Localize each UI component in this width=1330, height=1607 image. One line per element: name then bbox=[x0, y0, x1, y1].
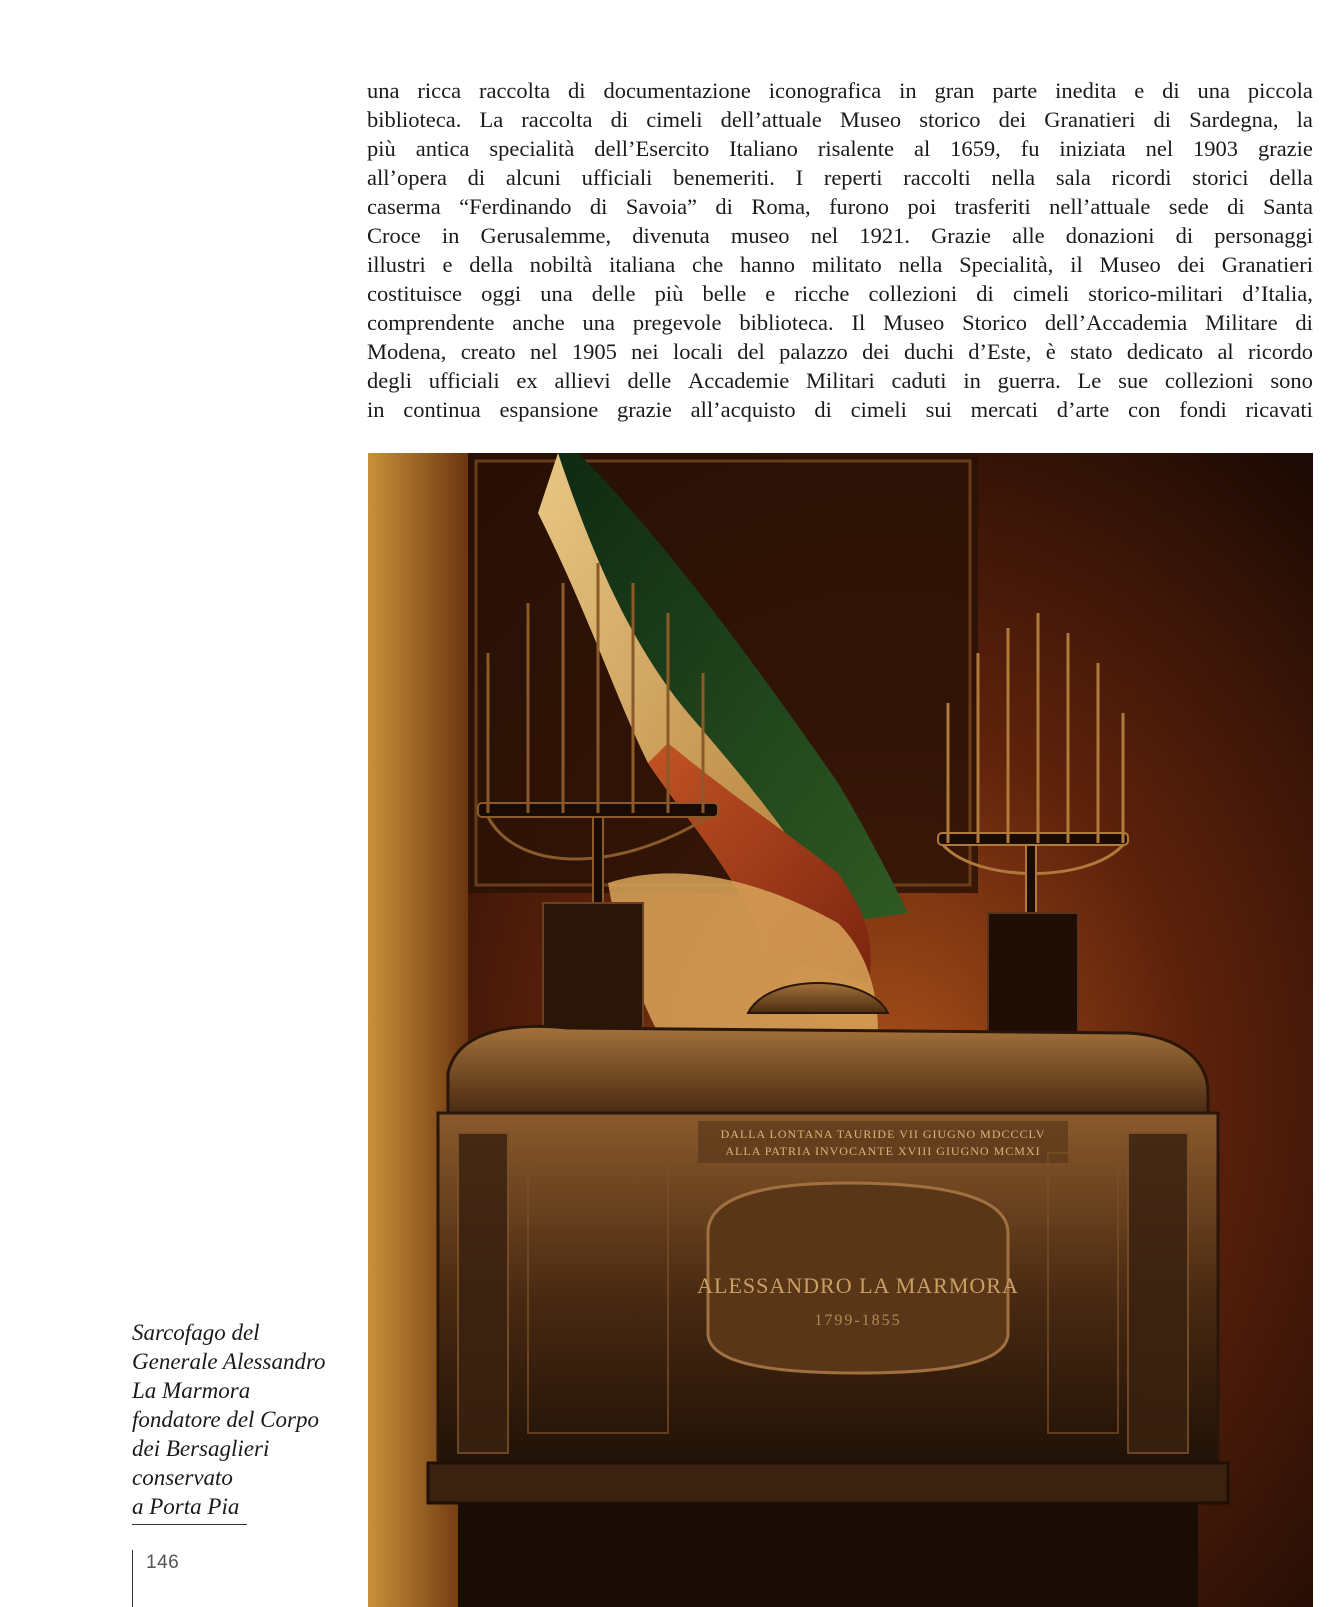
body-word: di bbox=[1162, 78, 1180, 103]
body-word: di bbox=[467, 165, 486, 190]
body-word: Museo bbox=[839, 107, 902, 132]
body-line bbox=[367, 192, 1313, 221]
body-word: duchi bbox=[903, 339, 954, 364]
body-word: anche bbox=[512, 310, 565, 335]
caption-line: Generale Alessandro bbox=[132, 1349, 326, 1374]
body-word: sala bbox=[1055, 165, 1091, 190]
sarcophagus-base bbox=[428, 1463, 1228, 1503]
body-word: dei bbox=[862, 339, 890, 364]
body-word: Italiano bbox=[729, 136, 798, 161]
body-word: del bbox=[737, 339, 765, 364]
body-word: antica bbox=[415, 136, 470, 161]
body-word: di bbox=[589, 194, 608, 219]
body-word: il bbox=[1070, 252, 1083, 277]
body-word: dei bbox=[998, 107, 1027, 132]
body-line bbox=[367, 337, 1313, 366]
body-word: museo bbox=[730, 223, 790, 248]
body-line bbox=[367, 221, 1313, 250]
inscription-dates: 1799-1855 bbox=[814, 1312, 902, 1329]
sarcophagus-photo bbox=[368, 453, 1313, 1607]
body-word: hanno bbox=[740, 252, 796, 277]
body-word: delle bbox=[591, 281, 636, 306]
body-word: belle bbox=[702, 281, 747, 306]
body-word: benemeriti. bbox=[673, 165, 775, 190]
body-word: Modena, bbox=[367, 339, 447, 364]
body-word: all’opera bbox=[367, 165, 447, 190]
body-word: cimeli bbox=[1012, 281, 1070, 306]
body-word: donazioni bbox=[1065, 223, 1155, 248]
body-word: una bbox=[1197, 78, 1231, 103]
caption-line: fondatore del Corpo bbox=[132, 1407, 319, 1432]
body-line bbox=[367, 76, 1313, 105]
body-word: in bbox=[963, 368, 981, 393]
body-word: della bbox=[1269, 165, 1313, 190]
body-word: ufficiali bbox=[428, 368, 500, 393]
body-word: Le bbox=[1077, 368, 1102, 393]
body-word: furono bbox=[829, 194, 890, 219]
body-word: dell’attuale bbox=[720, 107, 822, 132]
body-word: poi bbox=[907, 194, 937, 219]
body-word: dedicato bbox=[1126, 339, 1204, 364]
caption-line: Sarcofago del bbox=[132, 1320, 260, 1345]
body-word: cimeli bbox=[646, 107, 703, 132]
body-word: creato bbox=[460, 339, 516, 364]
body-line bbox=[367, 250, 1313, 279]
body-word: una bbox=[367, 78, 400, 103]
body-word: di bbox=[1295, 310, 1313, 335]
sarcophagus-stand bbox=[458, 1503, 1198, 1607]
body-line bbox=[367, 279, 1313, 308]
body-word: della bbox=[469, 252, 514, 277]
body-word: in bbox=[899, 78, 917, 103]
caption-line: dei Bersaglieri bbox=[132, 1436, 270, 1461]
body-word: nella bbox=[898, 252, 943, 277]
body-word: storico-militari bbox=[1088, 281, 1224, 306]
body-word: militato bbox=[811, 252, 882, 277]
body-word: sue bbox=[1118, 368, 1149, 393]
body-word: documentazione bbox=[603, 78, 751, 103]
body-word: d’Este, bbox=[968, 339, 1032, 364]
body-word: di bbox=[610, 107, 629, 132]
body-word: 1921. bbox=[859, 223, 910, 248]
body-word: fondi bbox=[1179, 397, 1227, 422]
body-word: di bbox=[715, 194, 733, 219]
body-word: nel bbox=[1145, 136, 1174, 161]
body-word: Specialità, bbox=[959, 252, 1054, 277]
body-word: caserma bbox=[367, 194, 441, 219]
body-word: alle bbox=[1012, 223, 1045, 248]
photo-caption bbox=[132, 1318, 352, 1521]
body-word: raccolti bbox=[903, 165, 971, 190]
body-word: di bbox=[1227, 194, 1245, 219]
body-word: specialità bbox=[489, 136, 575, 161]
body-word: reperti bbox=[823, 165, 883, 190]
body-line bbox=[367, 308, 1313, 337]
body-word: palazzo bbox=[779, 339, 848, 364]
body-word: grazie bbox=[616, 397, 672, 422]
body-word: ricavati bbox=[1245, 397, 1313, 422]
body-word: al bbox=[913, 136, 931, 161]
body-word: I bbox=[795, 165, 804, 190]
body-word: Roma, bbox=[751, 194, 811, 219]
body-word: allievi bbox=[554, 368, 611, 393]
body-word: nel bbox=[529, 339, 558, 364]
body-word: di bbox=[1175, 223, 1194, 248]
body-word: una bbox=[540, 281, 573, 306]
caption-line: conservato bbox=[132, 1465, 233, 1490]
caption-underline bbox=[132, 1524, 247, 1525]
folio-rule bbox=[132, 1550, 133, 1607]
body-word: espansione bbox=[499, 397, 599, 422]
body-word: la bbox=[1296, 107, 1313, 132]
body-word: alcuni bbox=[505, 165, 561, 190]
body-word: all’acquisto bbox=[690, 397, 796, 422]
body-word: e bbox=[442, 252, 453, 277]
page-number: 146 bbox=[146, 1552, 180, 1573]
body-word: in bbox=[367, 397, 385, 422]
body-word: di bbox=[1153, 107, 1172, 132]
body-word: al bbox=[1217, 339, 1234, 364]
body-word: storico bbox=[919, 107, 981, 132]
body-word: nell’attuale bbox=[1049, 194, 1151, 219]
body-line bbox=[367, 366, 1313, 395]
body-word: ricordo bbox=[1248, 339, 1313, 364]
body-word: nei bbox=[631, 339, 659, 364]
body-word: iniziata bbox=[1059, 136, 1126, 161]
body-word: dell’Accademia bbox=[1044, 310, 1188, 335]
body-word: sede bbox=[1168, 194, 1209, 219]
body-word: raccolta bbox=[478, 78, 551, 103]
body-word: è bbox=[1045, 339, 1056, 364]
body-word: dei bbox=[1177, 252, 1205, 277]
body-word: una bbox=[582, 310, 616, 335]
body-word: di bbox=[814, 397, 832, 422]
body-word: con bbox=[1127, 397, 1161, 422]
body-word: inedita bbox=[1055, 78, 1117, 103]
body-word: Il bbox=[851, 310, 866, 335]
body-word: e bbox=[765, 281, 776, 306]
body-word: 1905 bbox=[571, 339, 617, 364]
inscription-top-2: ALLA PATRIA INVOCANTE XVIII GIUGNO MCMXI bbox=[725, 1144, 1041, 1158]
body-word: Militare bbox=[1205, 310, 1278, 335]
body-word: di bbox=[976, 281, 994, 306]
body-word: degli bbox=[367, 368, 412, 393]
body-word: d’Italia, bbox=[1242, 281, 1313, 306]
body-word: Croce bbox=[367, 223, 421, 248]
body-word: Sardegna, bbox=[1189, 107, 1279, 132]
body-line bbox=[367, 163, 1313, 192]
body-word: comprendente bbox=[367, 310, 495, 335]
body-word: risalente bbox=[817, 136, 895, 161]
body-word: mercati bbox=[970, 397, 1039, 422]
body-word: stato bbox=[1070, 339, 1113, 364]
body-line bbox=[367, 105, 1313, 134]
body-word: 1659, bbox=[950, 136, 1001, 161]
body-word: caduti bbox=[891, 368, 947, 393]
body-word: continua bbox=[403, 397, 481, 422]
body-word: ufficiali bbox=[581, 165, 653, 190]
body-word: guerra. bbox=[997, 368, 1061, 393]
inscription-top-1: DALLA LONTANA TAURIDE VII GIUGNO MDCCCLV bbox=[720, 1127, 1046, 1141]
body-word: gran bbox=[934, 78, 975, 103]
body-word: Granatieri bbox=[1044, 107, 1136, 132]
body-word: Grazie bbox=[931, 223, 992, 248]
body-word: Accademie bbox=[688, 368, 790, 393]
body-word: ricche bbox=[794, 281, 850, 306]
body-word: dell’Esercito bbox=[594, 136, 710, 161]
body-word: sono bbox=[1270, 368, 1313, 393]
caption-line: La Marmora bbox=[132, 1378, 251, 1403]
body-word: Granatieri bbox=[1221, 252, 1313, 277]
body-word: nella bbox=[991, 165, 1036, 190]
body-word: iconografica bbox=[768, 78, 882, 103]
body-word: collezioni bbox=[868, 281, 958, 306]
body-word: 1903 bbox=[1193, 136, 1239, 161]
body-word: biblioteca. bbox=[367, 107, 462, 132]
body-word: di bbox=[568, 78, 586, 103]
body-word: ricordi bbox=[1111, 165, 1172, 190]
body-word: sui bbox=[925, 397, 952, 422]
body-word: che bbox=[692, 252, 724, 277]
body-word: delle bbox=[627, 368, 672, 393]
body-word: biblioteca. bbox=[739, 310, 834, 335]
inscription-name: ALESSANDRO LA MARMORA bbox=[697, 1273, 1019, 1298]
body-word: Museo bbox=[1099, 252, 1161, 277]
body-word: costituisce bbox=[367, 281, 462, 306]
body-word: d’arte bbox=[1056, 397, 1110, 422]
body-word: Museo bbox=[883, 310, 945, 335]
caption-line: a Porta Pia bbox=[132, 1494, 240, 1519]
body-word: pregevole bbox=[632, 310, 722, 335]
body-word: in bbox=[441, 223, 460, 248]
body-text bbox=[367, 76, 1313, 424]
body-line bbox=[367, 395, 1313, 424]
body-word: nobiltà bbox=[529, 252, 593, 277]
body-word: “Ferdinando bbox=[459, 194, 572, 219]
body-word: Militari bbox=[806, 368, 875, 393]
body-word: raccolta bbox=[521, 107, 593, 132]
body-word: ricca bbox=[417, 78, 462, 103]
body-word: ex bbox=[516, 368, 538, 393]
body-word: Storico bbox=[962, 310, 1028, 335]
body-word: Gerusalemme, bbox=[480, 223, 612, 248]
body-word: collezioni bbox=[1164, 368, 1254, 393]
body-word: piccola bbox=[1247, 78, 1313, 103]
body-word: cimeli bbox=[850, 397, 907, 422]
body-word: oggi bbox=[481, 281, 522, 306]
body-word: illustri bbox=[367, 252, 426, 277]
sarcophagus-illustration bbox=[368, 453, 1313, 1607]
body-word: storici bbox=[1192, 165, 1249, 190]
body-word: Savoia” bbox=[625, 194, 698, 219]
body-word: La bbox=[479, 107, 504, 132]
body-word: italiana bbox=[609, 252, 676, 277]
body-word: e bbox=[1134, 78, 1145, 103]
left-pedestal bbox=[543, 903, 643, 1043]
body-word: trasferiti bbox=[954, 194, 1031, 219]
body-word: fu bbox=[1020, 136, 1040, 161]
body-line bbox=[367, 134, 1313, 163]
body-word: nel bbox=[810, 223, 839, 248]
body-word: più bbox=[367, 136, 396, 161]
body-word: divenuta bbox=[632, 223, 710, 248]
sarcophagus-lid bbox=[448, 1026, 1208, 1113]
body-word: locali bbox=[672, 339, 723, 364]
body-word: grazie bbox=[1257, 136, 1313, 161]
body-word: personaggi bbox=[1214, 223, 1313, 248]
body-word: Santa bbox=[1263, 194, 1313, 219]
body-word: più bbox=[654, 281, 684, 306]
body-word: parte bbox=[992, 78, 1038, 103]
